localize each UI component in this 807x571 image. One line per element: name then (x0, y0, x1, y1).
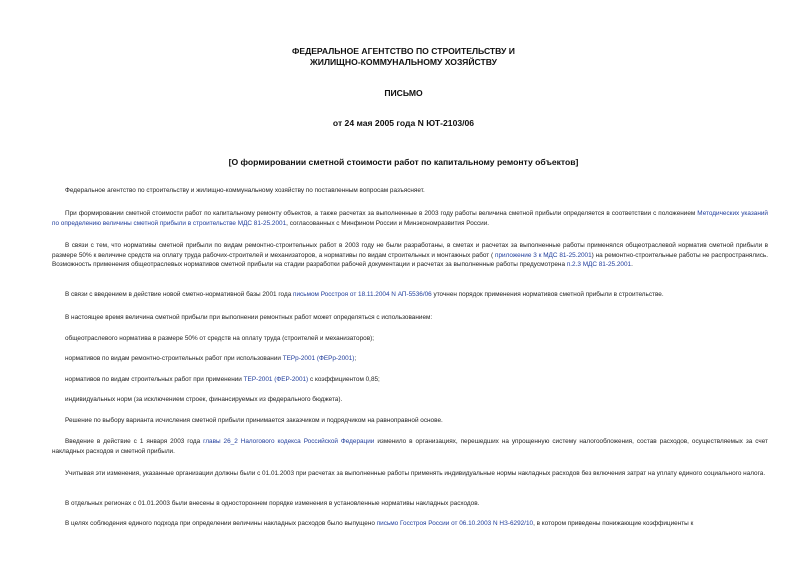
link-rosstroy-letter-2004[interactable]: письмом Росстроя от 18.11.2004 N АП-5536/06 (293, 291, 432, 298)
paragraph-3-text-b: ) на ремонтно-строительные работы не распространялись. Возможность применения общеотраслевых нормативов сметной прибыли на стадии разработки рабочей документации и расчетах за выполненные работы предусмотрена (52, 251, 768, 269)
link-gosstroy-letter-2003[interactable]: письмо Госстроя России от 06.10.2003 N НЗ-6292/10 (376, 520, 534, 527)
list-item-ter-norm-text-a: нормативов по видам строительных работ при применении (65, 376, 244, 383)
agency-title (0, 46, 807, 68)
paragraph-14-text-b: , в котором приведены понижающие коэффициенты к (533, 520, 694, 527)
paragraph-13-text: В отдельных регионах с 01.01.2003 были внесены в одностороннем порядке изменения в установленные нормативы накладных расходов. (65, 500, 480, 507)
list-item-terr-norm (52, 354, 768, 364)
link-tax-code-chapter-26-2[interactable]: главы 26_2 Налогового кодекса Российской Федерации (203, 438, 375, 445)
paragraph-11-text-a: Введение в действие с 1 января 2003 года (65, 438, 204, 445)
paragraph-2-text-b: , согласованных с Минфином России и Минэкономразвития России. (286, 219, 490, 227)
paragraph-11-text-b: изменило в организациях, перешедших на упрощенную систему налогообложения, состав расходов, осуществляемых за счет накладных расходов и сметной прибыли. (52, 438, 768, 455)
paragraph-10 (52, 416, 768, 426)
paragraph-10-text: Решение по выбору варианта исчисления сметной прибыли принимается заказчиком и подрядчиком на равноправной основе. (65, 417, 443, 424)
paragraph-3 (52, 241, 768, 270)
paragraph-2-text-a: При формировании сметной стоимости работ по капитальному ремонту объектов, а также расчетах за выполненные в 2003 году работы величина сметной прибыли определяется в соответствии с положением (65, 210, 698, 217)
link-mds-81-25-2001[interactable]: Методических указаний по определению величины сметной прибыли в строительстве МДС 81-25.2001 (52, 210, 768, 227)
list-item-general-norm (52, 334, 768, 344)
paragraph-5 (52, 313, 768, 323)
document-type: ПИСЬМО (384, 88, 423, 98)
list-item-terr-norm-text-b: ; (354, 355, 357, 362)
agency-title-line2: ЖИЛИЩНО-КОММУНАЛЬНОМУ ХОЗЯЙСТВУ (310, 57, 497, 67)
list-item-individual-norms (52, 395, 768, 405)
link-ter-2001[interactable]: ТЕР-2001 (ФЕР-2001) (243, 376, 309, 383)
paragraph-4 (52, 290, 768, 300)
paragraph-14-text-a: В целях соблюдения единого подхода при определении величины накладных расходов было выпущено (65, 520, 377, 527)
list-item-terr-norm-text-a: нормативов по видам ремонтно-строительных работ при использовании (65, 355, 283, 362)
document-date-number: от 24 мая 2005 года N ЮТ-2103/06 (332, 118, 475, 128)
list-item-ter-norm-text-b: с коэффициентом 0,85; (308, 376, 380, 383)
paragraph-3-text-a: В связи с тем, что нормативы сметной прибыли по видам ремонтно-строительных работ в 2003 году не были разработаны, в сметах и расчетах за выполненные работы применялся общеотраслевой норматив сметной прибыли в размере 50% к величине средств на оплату труда рабочих-строителей и механизаторов, а нормативы по видам строительных и монтажных работ ( (52, 242, 768, 259)
paragraph-12-text: Учитывая эти изменения, указанные организации должны были с 01.01.2003 при расчетах за выполненные работы применять индивидуальные нормы накладных расходов без включения затрат на уплату единого социального налога. (65, 470, 766, 477)
paragraph-4-text-a: В связи с введением в действие новой сметно-нормативной базы 2001 года (65, 291, 294, 298)
list-item-ter-norm (52, 375, 768, 385)
paragraph-3-text-c: . (631, 261, 633, 269)
document-subject: [О формировании сметной стоимости работ по капитальному ремонту объектов] (228, 157, 579, 167)
link-terr-2001[interactable]: ТЕРр-2001 (ФЕРр-2001) (282, 355, 355, 362)
paragraph-2 (52, 209, 768, 228)
paragraph-14 (52, 519, 768, 529)
paragraph-1-text: Федеральное агентство по строительству и жилищно-коммунальному хозяйству по поставленным вопросам разъясняет. (65, 187, 425, 194)
paragraph-4-text-b: уточнен порядок применения нормативов сметной прибыли в строительстве. (431, 291, 664, 298)
list-item-individual-norms-text: индивидуальных норм (за исключением строек, финансируемых из федерального бюджета). (65, 396, 343, 403)
paragraph-5-text: В настоящее время величина сметной прибыли при выполнении ремонтных работ может определяться с использованием: (65, 314, 433, 321)
list-item-general-norm-text: общеотраслевого норматива в размере 50% от средств на оплату труда (строителей и механизаторов); (65, 335, 374, 342)
paragraph-1 (52, 186, 768, 196)
paragraph-11 (52, 437, 768, 456)
paragraph-13 (52, 499, 768, 509)
link-p2-3-mds[interactable]: п.2.3 МДС 81-25.2001 (566, 261, 632, 269)
link-appendix-3-mds[interactable]: приложение 3 к МДС 81-25.2001 (493, 251, 592, 259)
paragraph-12 (52, 469, 768, 479)
agency-title-line1: ФЕДЕРАЛЬНОЕ АГЕНТСТВО ПО СТРОИТЕЛЬСТВУ И (292, 46, 515, 56)
